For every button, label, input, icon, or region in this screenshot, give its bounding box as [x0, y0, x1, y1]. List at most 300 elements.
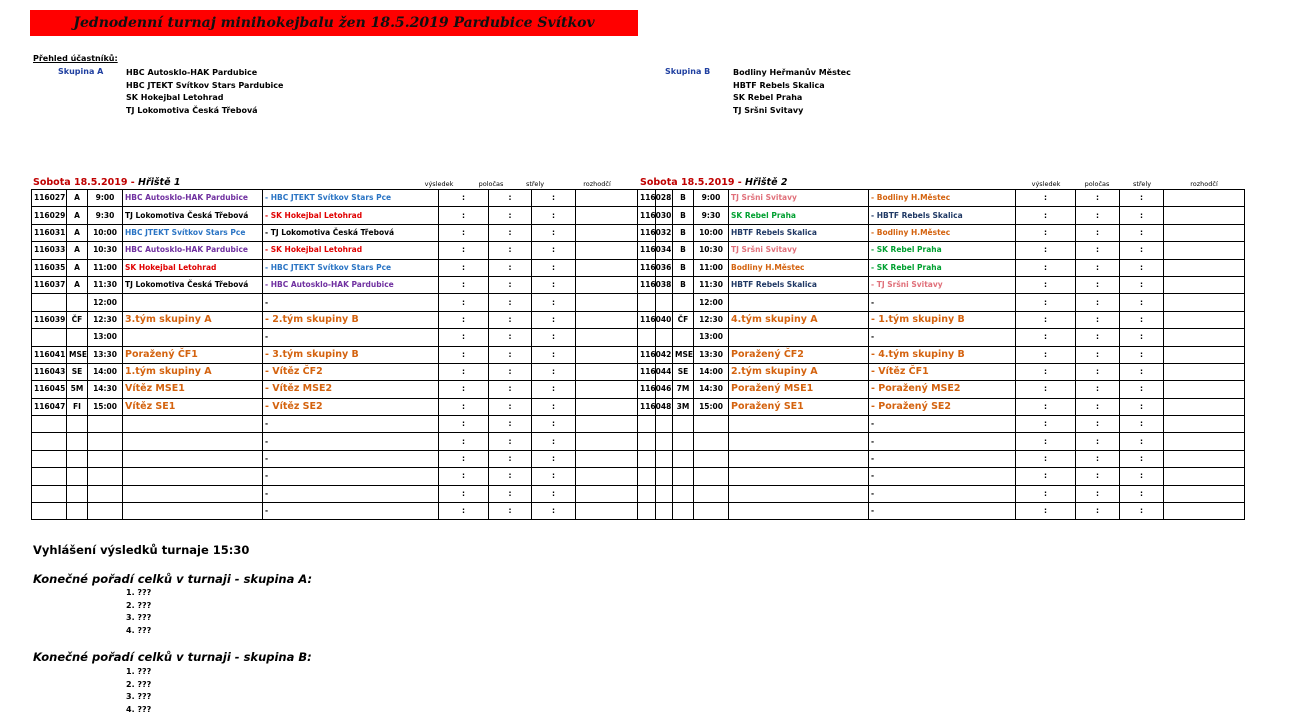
referee-cell	[1164, 485, 1245, 502]
shots-cell: :	[532, 503, 576, 520]
away-team: - 1.tým skupiny B	[869, 311, 1016, 328]
referee-cell	[1164, 294, 1245, 311]
half-cell: :	[489, 381, 532, 398]
group-b-team: HBTF Rebels Skalica	[733, 80, 825, 90]
shots-cell: :	[532, 207, 576, 224]
result-cell: :	[1016, 416, 1076, 433]
pitch2-schedule-table	[637, 189, 1245, 520]
group-b-team: Bodliny Heřmanův Městec	[733, 68, 851, 77]
home-team: Poražený MSE1	[729, 381, 869, 398]
rank-a-item: 2. ???	[126, 600, 152, 610]
home-team	[123, 294, 263, 311]
shots-cell: :	[532, 224, 576, 241]
match-time: 9:30	[88, 207, 123, 224]
away-team: - HBC JTEKT Svítkov Stars Pce	[263, 259, 439, 276]
shots-cell: :	[1120, 276, 1164, 293]
rank-b-item: 3. ???	[126, 692, 152, 702]
match-group	[673, 450, 694, 467]
rank-a-item: 1. ???	[126, 588, 152, 597]
home-team: TJ Sršni Svitavy	[729, 242, 869, 259]
match-id	[32, 329, 67, 346]
pitch1-name: Hřiště 1	[138, 177, 181, 188]
result-cell: :	[1016, 259, 1076, 276]
half-cell: :	[1076, 346, 1120, 363]
shots-cell: :	[1120, 259, 1164, 276]
match-group: MSE	[67, 346, 88, 363]
match-time	[88, 468, 123, 485]
p2-col-referee: rozhodčí	[1190, 180, 1218, 188]
shots-cell: :	[1120, 190, 1164, 207]
half-cell: :	[489, 311, 532, 328]
away-team: -	[869, 503, 1016, 520]
match-group	[673, 329, 694, 346]
pitch1-header	[33, 177, 180, 188]
match-id: 116036	[638, 259, 673, 276]
home-team	[729, 416, 869, 433]
shots-cell: :	[532, 363, 576, 380]
half-cell: :	[489, 224, 532, 241]
away-team: -	[869, 294, 1016, 311]
result-cell: :	[439, 398, 489, 415]
match-row	[638, 416, 1245, 433]
match-row	[32, 207, 656, 224]
home-team: SK Rebel Praha	[729, 207, 869, 224]
result-cell: :	[1016, 190, 1076, 207]
title-banner	[30, 10, 638, 36]
half-cell: :	[489, 294, 532, 311]
match-id: 116035	[32, 259, 67, 276]
referee-cell	[1164, 503, 1245, 520]
half-cell: :	[489, 398, 532, 415]
match-time	[694, 503, 729, 520]
shots-cell: :	[532, 242, 576, 259]
home-team: Vítěz MSE1	[123, 381, 263, 398]
away-team: - 4.tým skupiny B	[869, 346, 1016, 363]
half-cell: :	[1076, 381, 1120, 398]
half-cell: :	[489, 503, 532, 520]
result-cell: :	[1016, 276, 1076, 293]
match-id	[32, 294, 67, 311]
match-id	[638, 329, 673, 346]
shots-cell: :	[532, 468, 576, 485]
match-group: FI	[67, 398, 88, 415]
away-team: -	[263, 416, 439, 433]
referee-cell	[1164, 276, 1245, 293]
group-b-teams	[733, 67, 851, 117]
match-row	[638, 207, 1245, 224]
result-cell: :	[1016, 311, 1076, 328]
match-row	[638, 346, 1245, 363]
pitch2-name: Hřiště 2	[745, 177, 788, 188]
match-time: 12:30	[694, 311, 729, 328]
result-cell: :	[1016, 294, 1076, 311]
match-group: B	[673, 242, 694, 259]
rank-b-item: 2. ???	[126, 679, 152, 689]
match-time: 14:00	[88, 363, 123, 380]
match-row	[638, 276, 1245, 293]
match-time	[694, 485, 729, 502]
p1-col-referee: rozhodčí	[583, 180, 611, 188]
overview-label: Přehled účastníků:	[33, 54, 118, 63]
match-id	[32, 485, 67, 502]
match-time: 15:00	[88, 398, 123, 415]
match-id: 116029	[32, 207, 67, 224]
match-group: B	[673, 276, 694, 293]
group-a-team: SK Hokejbal Letohrad	[126, 93, 224, 102]
match-time: 14:30	[694, 381, 729, 398]
half-cell: :	[1076, 363, 1120, 380]
match-time: 9:30	[694, 207, 729, 224]
shots-cell: :	[1120, 294, 1164, 311]
match-id: 116044	[638, 363, 673, 380]
half-cell: :	[489, 276, 532, 293]
match-time	[694, 433, 729, 450]
result-cell: :	[439, 416, 489, 433]
half-cell: :	[1076, 224, 1120, 241]
match-id: 116031	[32, 224, 67, 241]
shots-cell: :	[532, 311, 576, 328]
half-cell: :	[489, 242, 532, 259]
referee-cell	[1164, 433, 1245, 450]
match-group: MSE	[673, 346, 694, 363]
home-team: TJ Lokomotiva Česká Třebová	[123, 207, 263, 224]
match-group	[67, 294, 88, 311]
match-time	[694, 468, 729, 485]
referee-cell	[1164, 346, 1245, 363]
away-team: - HBC Autosklo-HAK Pardubice	[263, 276, 439, 293]
group-b-team: SK Rebel Praha	[733, 93, 803, 102]
match-row	[32, 346, 656, 363]
match-id: 116037	[32, 276, 67, 293]
match-id	[32, 468, 67, 485]
shots-cell: :	[1120, 329, 1164, 346]
match-id: 116040	[638, 311, 673, 328]
match-id	[638, 294, 673, 311]
referee-cell	[1164, 190, 1245, 207]
result-cell: :	[439, 503, 489, 520]
match-id: 116038	[638, 276, 673, 293]
match-time: 14:00	[694, 363, 729, 380]
half-cell: :	[489, 450, 532, 467]
home-team	[123, 433, 263, 450]
referee-cell	[1164, 416, 1245, 433]
shots-cell: :	[532, 450, 576, 467]
match-row	[32, 242, 656, 259]
home-team: 2.tým skupiny A	[729, 363, 869, 380]
match-id	[638, 468, 673, 485]
announcement: Vyhlášení výsledků turnaje 15:30	[33, 543, 250, 557]
away-team: - HBC JTEKT Svítkov Stars Pce	[263, 190, 439, 207]
shots-cell: :	[532, 398, 576, 415]
match-time: 13:00	[694, 329, 729, 346]
match-time: 14:30	[88, 381, 123, 398]
half-cell: :	[489, 485, 532, 502]
away-team: - 2.tým skupiny B	[263, 311, 439, 328]
match-time	[88, 485, 123, 502]
match-row	[638, 259, 1245, 276]
result-cell: :	[439, 433, 489, 450]
match-group	[67, 329, 88, 346]
away-team: - Bodliny H.Městec	[869, 224, 1016, 241]
match-id: 116048	[638, 398, 673, 415]
half-cell: :	[1076, 416, 1120, 433]
shots-cell: :	[1120, 224, 1164, 241]
match-row	[638, 433, 1245, 450]
half-cell: :	[1076, 485, 1120, 502]
match-row	[638, 381, 1245, 398]
match-id: 116033	[32, 242, 67, 259]
away-team: - TJ Lokomotiva Česká Třebová	[263, 224, 439, 241]
shots-cell: :	[532, 346, 576, 363]
match-row	[32, 450, 656, 467]
match-row	[638, 329, 1245, 346]
match-time: 12:30	[88, 311, 123, 328]
match-group: 3M	[673, 398, 694, 415]
match-group: A	[67, 276, 88, 293]
home-team: Poražený ČF1	[123, 346, 263, 363]
referee-cell	[1164, 398, 1245, 415]
result-cell: :	[1016, 224, 1076, 241]
home-team: Poražený SE1	[729, 398, 869, 415]
match-row	[32, 433, 656, 450]
away-team: -	[263, 485, 439, 502]
shots-cell: :	[1120, 381, 1164, 398]
pitch2-header	[640, 177, 787, 188]
home-team	[123, 450, 263, 467]
half-cell: :	[1076, 311, 1120, 328]
half-cell: :	[1076, 450, 1120, 467]
match-group: B	[673, 224, 694, 241]
away-team: - Poražený MSE2	[869, 381, 1016, 398]
match-row	[32, 311, 656, 328]
shots-cell: :	[532, 416, 576, 433]
match-row	[638, 485, 1245, 502]
match-row	[638, 468, 1245, 485]
referee-cell	[1164, 224, 1245, 241]
home-team: HBC Autosklo-HAK Pardubice	[123, 242, 263, 259]
away-team: - Vítěz MSE2	[263, 381, 439, 398]
half-cell: :	[1076, 468, 1120, 485]
match-row	[32, 294, 656, 311]
home-team: HBTF Rebels Skalica	[729, 224, 869, 241]
match-time	[88, 503, 123, 520]
p1-col-result: výsledek	[424, 180, 454, 188]
match-row	[638, 242, 1245, 259]
match-group	[673, 294, 694, 311]
result-cell: :	[439, 242, 489, 259]
result-cell: :	[1016, 363, 1076, 380]
match-time: 11:00	[88, 259, 123, 276]
half-cell: :	[489, 329, 532, 346]
match-group: 7M	[673, 381, 694, 398]
result-cell: :	[439, 294, 489, 311]
match-group: SE	[67, 363, 88, 380]
half-cell: :	[1076, 503, 1120, 520]
half-cell: :	[489, 207, 532, 224]
match-time	[88, 433, 123, 450]
match-group	[67, 433, 88, 450]
p2-col-shots: střely	[1132, 180, 1152, 188]
home-team	[123, 485, 263, 502]
away-team: - SK Hokejbal Letohrad	[263, 242, 439, 259]
match-row	[638, 294, 1245, 311]
match-row	[32, 381, 656, 398]
group-b-team: TJ Sršni Svitavy	[733, 105, 804, 115]
pitch2-date: Sobota 18.5.2019 -	[640, 177, 746, 188]
page-title: Jednodenní turnaj minihokejbalu žen 18.5.2019 Pardubice Svítkov	[73, 15, 595, 31]
match-row	[638, 311, 1245, 328]
shots-cell: :	[532, 190, 576, 207]
away-team: - Bodliny H.Městec	[869, 190, 1016, 207]
match-id	[638, 485, 673, 502]
match-id: 116047	[32, 398, 67, 415]
away-team: - Poražený SE2	[869, 398, 1016, 415]
match-group	[67, 450, 88, 467]
shots-cell: :	[1120, 346, 1164, 363]
pitch1-schedule-table	[31, 189, 656, 520]
match-group: A	[67, 259, 88, 276]
rank-a-item: 3. ???	[126, 613, 152, 623]
home-team	[729, 450, 869, 467]
referee-cell	[1164, 207, 1245, 224]
match-group	[673, 468, 694, 485]
result-cell: :	[439, 207, 489, 224]
match-row	[638, 450, 1245, 467]
match-id	[32, 433, 67, 450]
home-team: HBTF Rebels Skalica	[729, 276, 869, 293]
result-cell: :	[439, 450, 489, 467]
result-cell: :	[439, 468, 489, 485]
match-time: 13:30	[88, 346, 123, 363]
match-id: 116030	[638, 207, 673, 224]
home-team	[123, 416, 263, 433]
result-cell: :	[439, 190, 489, 207]
result-cell: :	[439, 329, 489, 346]
match-row	[638, 398, 1245, 415]
referee-cell	[1164, 259, 1245, 276]
shots-cell: :	[1120, 468, 1164, 485]
referee-cell	[1164, 329, 1245, 346]
match-time: 13:00	[88, 329, 123, 346]
match-group	[673, 416, 694, 433]
result-cell: :	[439, 276, 489, 293]
away-team: - SK Rebel Praha	[869, 259, 1016, 276]
away-team: - SK Rebel Praha	[869, 242, 1016, 259]
rank-b-item: 4. ???	[126, 705, 152, 715]
rank-a-list	[126, 587, 151, 638]
result-cell: :	[1016, 450, 1076, 467]
away-team: -	[869, 450, 1016, 467]
home-team: HBC JTEKT Svítkov Stars Pce	[123, 224, 263, 241]
rank-b-list	[126, 666, 151, 717]
shots-cell: :	[1120, 398, 1164, 415]
match-group: SE	[673, 363, 694, 380]
match-time	[694, 416, 729, 433]
home-team	[729, 294, 869, 311]
match-time: 12:00	[694, 294, 729, 311]
shots-cell: :	[1120, 207, 1164, 224]
match-id: 116043	[32, 363, 67, 380]
match-id: 116045	[32, 381, 67, 398]
match-row	[32, 224, 656, 241]
match-group: B	[673, 207, 694, 224]
half-cell: :	[489, 346, 532, 363]
half-cell: :	[489, 433, 532, 450]
half-cell: :	[489, 363, 532, 380]
group-a-teams	[126, 67, 283, 117]
match-group: A	[67, 242, 88, 259]
shots-cell: :	[532, 294, 576, 311]
match-group	[673, 433, 694, 450]
shots-cell: :	[532, 259, 576, 276]
match-time: 15:00	[694, 398, 729, 415]
match-group: A	[67, 190, 88, 207]
match-row	[32, 276, 656, 293]
match-row	[32, 329, 656, 346]
half-cell: :	[1076, 294, 1120, 311]
referee-cell	[1164, 242, 1245, 259]
match-time: 10:30	[694, 242, 729, 259]
match-row	[32, 398, 656, 415]
result-cell: :	[1016, 485, 1076, 502]
match-id: 116034	[638, 242, 673, 259]
away-team: - HBTF Rebels Skalica	[869, 207, 1016, 224]
away-team: - SK Hokejbal Letohrad	[263, 207, 439, 224]
match-time: 10:00	[88, 224, 123, 241]
result-cell: :	[1016, 468, 1076, 485]
away-team: -	[869, 329, 1016, 346]
result-cell: :	[1016, 381, 1076, 398]
match-id	[32, 450, 67, 467]
shots-cell: :	[1120, 485, 1164, 502]
match-group	[67, 416, 88, 433]
match-id	[638, 450, 673, 467]
referee-cell	[1164, 468, 1245, 485]
match-group	[67, 468, 88, 485]
rank-b-title: Konečné pořadí celků v turnaji - skupina B:	[33, 650, 312, 664]
away-team: -	[263, 450, 439, 467]
match-row	[32, 190, 656, 207]
rank-a-title: Konečné pořadí celků v turnaji - skupina A:	[33, 572, 313, 586]
match-time: 9:00	[88, 190, 123, 207]
away-team: -	[869, 485, 1016, 502]
match-time: 11:30	[88, 276, 123, 293]
group-a-team: HBC Autosklo-HAK Pardubice	[126, 68, 258, 77]
match-group: B	[673, 190, 694, 207]
half-cell: :	[489, 468, 532, 485]
match-row	[32, 416, 656, 433]
home-team	[729, 485, 869, 502]
half-cell: :	[1076, 276, 1120, 293]
shots-cell: :	[1120, 450, 1164, 467]
match-time	[88, 416, 123, 433]
match-id: 116028	[638, 190, 673, 207]
home-team: TJ Sršni Svitavy	[729, 190, 869, 207]
match-group	[673, 485, 694, 502]
result-cell: :	[1016, 398, 1076, 415]
match-id: 116039	[32, 311, 67, 328]
away-team: - TJ Sršni Svitavy	[869, 276, 1016, 293]
match-id	[32, 503, 67, 520]
shots-cell: :	[1120, 416, 1164, 433]
away-team: -	[263, 503, 439, 520]
half-cell: :	[489, 416, 532, 433]
result-cell: :	[439, 381, 489, 398]
p2-col-half: poločas	[1084, 180, 1110, 188]
match-row	[32, 363, 656, 380]
result-cell: :	[439, 363, 489, 380]
home-team: Poražený ČF2	[729, 346, 869, 363]
